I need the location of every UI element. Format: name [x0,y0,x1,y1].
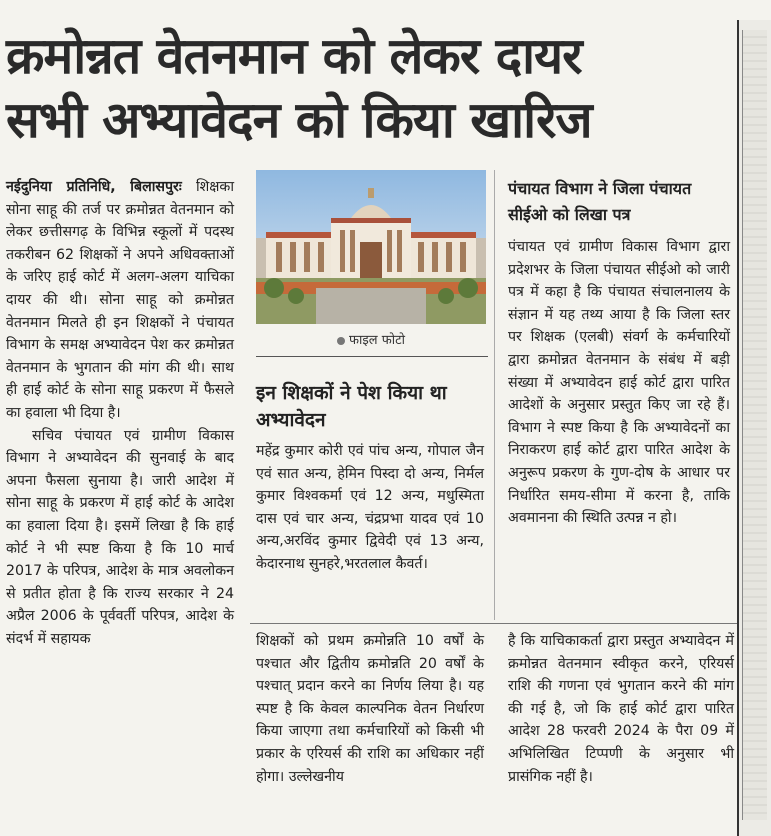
page-top-edge [0,0,771,8]
column-1-para-1-text: शिक्षका सोना साहू की तर्ज पर क्रमोन्नत वेतनमान को लेकर छत्तीसगढ़ के विभिन्न स्कूलों में पदस्थ तकरीबन 62 शिक्षकों ने अपने अधिवक्ताओं के जरिए हाई कोर्ट में अलग-अलग याचिका दायर की थी। सोना साहू को क्रमोन्नत वेतनमान मिलते ही इन शिक्षकों ने पंचायत विभाग के समक्ष अभ्यावेदन पेश कर क्रमोन्नत वेतनमान के भुगतान की मांग की थी। साथ ही हाई कोर्ट के सोना साहू प्रकरण में फैसले का हवाला भी दिया है। [6,179,235,421]
byline: नईदुनिया प्रतिनिधि, बिलासपुरः [6,179,182,195]
column-2-bottom-text: शिक्षकों को प्रथम क्रमोन्नति 10 वर्षों के पश्चात और द्वितीय क्रमोन्नति 20 वर्षों के पश्चात् प्रदान करने का निर्णय लिया है। यह स्पष्ट है कि केवल काल्पनिक वेतन निर्धारण किया जाएगा तथा कर्मचारियों को किसी भी प्रकार के एरियर्स की राशि का अधिकार नहीं होगा। उल्लेखनीय [256,633,484,785]
photo-caption [256,330,486,348]
column-3-bottom-text: है कि याचिकाकर्ता द्वारा प्रस्तुत अभ्यावेदन में क्रमोन्नत वेतनमान स्वीकृत करने, एरियर्स राशि की गणना एवं भुगतान करने की मांग की गई है, जो कि हाई कोर्ट द्वारा पारित आदेश 28 फरवरी 2024 के पैरा 09 में अभिलिखित टिप्पणी के अनुसार भी प्रासंगिक नहीं है। [508,633,734,785]
subhead-teachers: इन शिक्षकों ने पेश किया था अभ्यावेदन [256,382,447,431]
photo-caption-text: फाइल फोटो [348,333,406,348]
adjacent-page-edge-inner [742,30,767,820]
high-court-photo [256,170,486,324]
sidebar-body [508,236,730,530]
sidebar-heading: पंचायत विभाग ने जिला पंचायत सीईओ को लिखा पत्र [508,179,692,224]
sidebar-body-text: पंचायत एवं ग्रामीण विकास विभाग द्वारा प्रदेशभर के जिला पंचायत सीईओ को जारी पत्र में कहा है कि पंचायत संचालनालय के संज्ञान में यह तथ्य आया है कि जिला स्तर पर शिक्षक (एलबी) संवर्ग के कर्मचारियों द्वारा क्रमोन्नत वेतनमान के संबंध में बड़ी संख्या में अभ्यावेदन हाई कोर्ट द्वारा पारित आदेशों के अनुसार प्रस्तुत किए जा रहे हैं। विभाग ने स्पष्ट किया है कि अभ्यावेदनों का निराकरण हाई कोर्ट द्वारा पारित आदेश के अनुरूप प्रकरण के गुण-दोष के आधार पर निर्धारित समय-सीमा में करना है, ताकि अवमानना की स्थिति उत्पन्न न हो। [508,239,730,527]
teachers-list [256,440,484,576]
headline-line-2: सभी अभ्यावेदन को किया खारिज [6,91,592,149]
column-1 [6,176,234,650]
column-3-bottom [508,630,734,788]
divider [256,356,488,357]
column-2-bottom [256,630,484,788]
court-building-image [256,170,486,324]
column-1-para-2: सचिव पंचायत एवं ग्रामीण विकास विभाग ने अभ्यावेदन की सुनवाई के बाद अपना फैसला सुनाया है। जारी आदेश में सोना साहू के प्रकरण में हाई कोर्ट के आदेश का हवाला दिया है। इसमें लिखा है कि हाई कोर्ट ने भी स्पष्ट किया है कि 10 मार्च 2017 के परिपत्र, आदेश के मात्र अवलोकन से प्रतीत होता है कि राज्य सरकार ने 24 अप्रैल 2006 के पूर्ववर्ती परिपत्र, आदेश के संदर्भ में सहायक [6,427,234,647]
headline [6,24,696,152]
teachers-list-text: महेंद्र कुमार कोरी एवं पांच अन्य, गोपाल जैन एवं सात अन्य, हेमिन पिस्दा दो अन्य, निर्मल कुमार विश्वकर्मा एवं 12 अन्य, मधुस्मिता दास एवं चार अन्य, चंद्रप्रभा यादव एवं 10 अन्य,अरविंद कुमार द्विवेदी एवं 13 अन्य, केदारनाथ सुनहरे,भरतलाल कैवर्त। [256,443,484,572]
column-1-para-1 [6,176,234,425]
bullet-icon [337,337,345,345]
section-divider [250,623,740,624]
column-rule [494,170,495,620]
headline-line-1: क्रमोन्नत वेतनमान को लेकर दायर [6,27,582,85]
